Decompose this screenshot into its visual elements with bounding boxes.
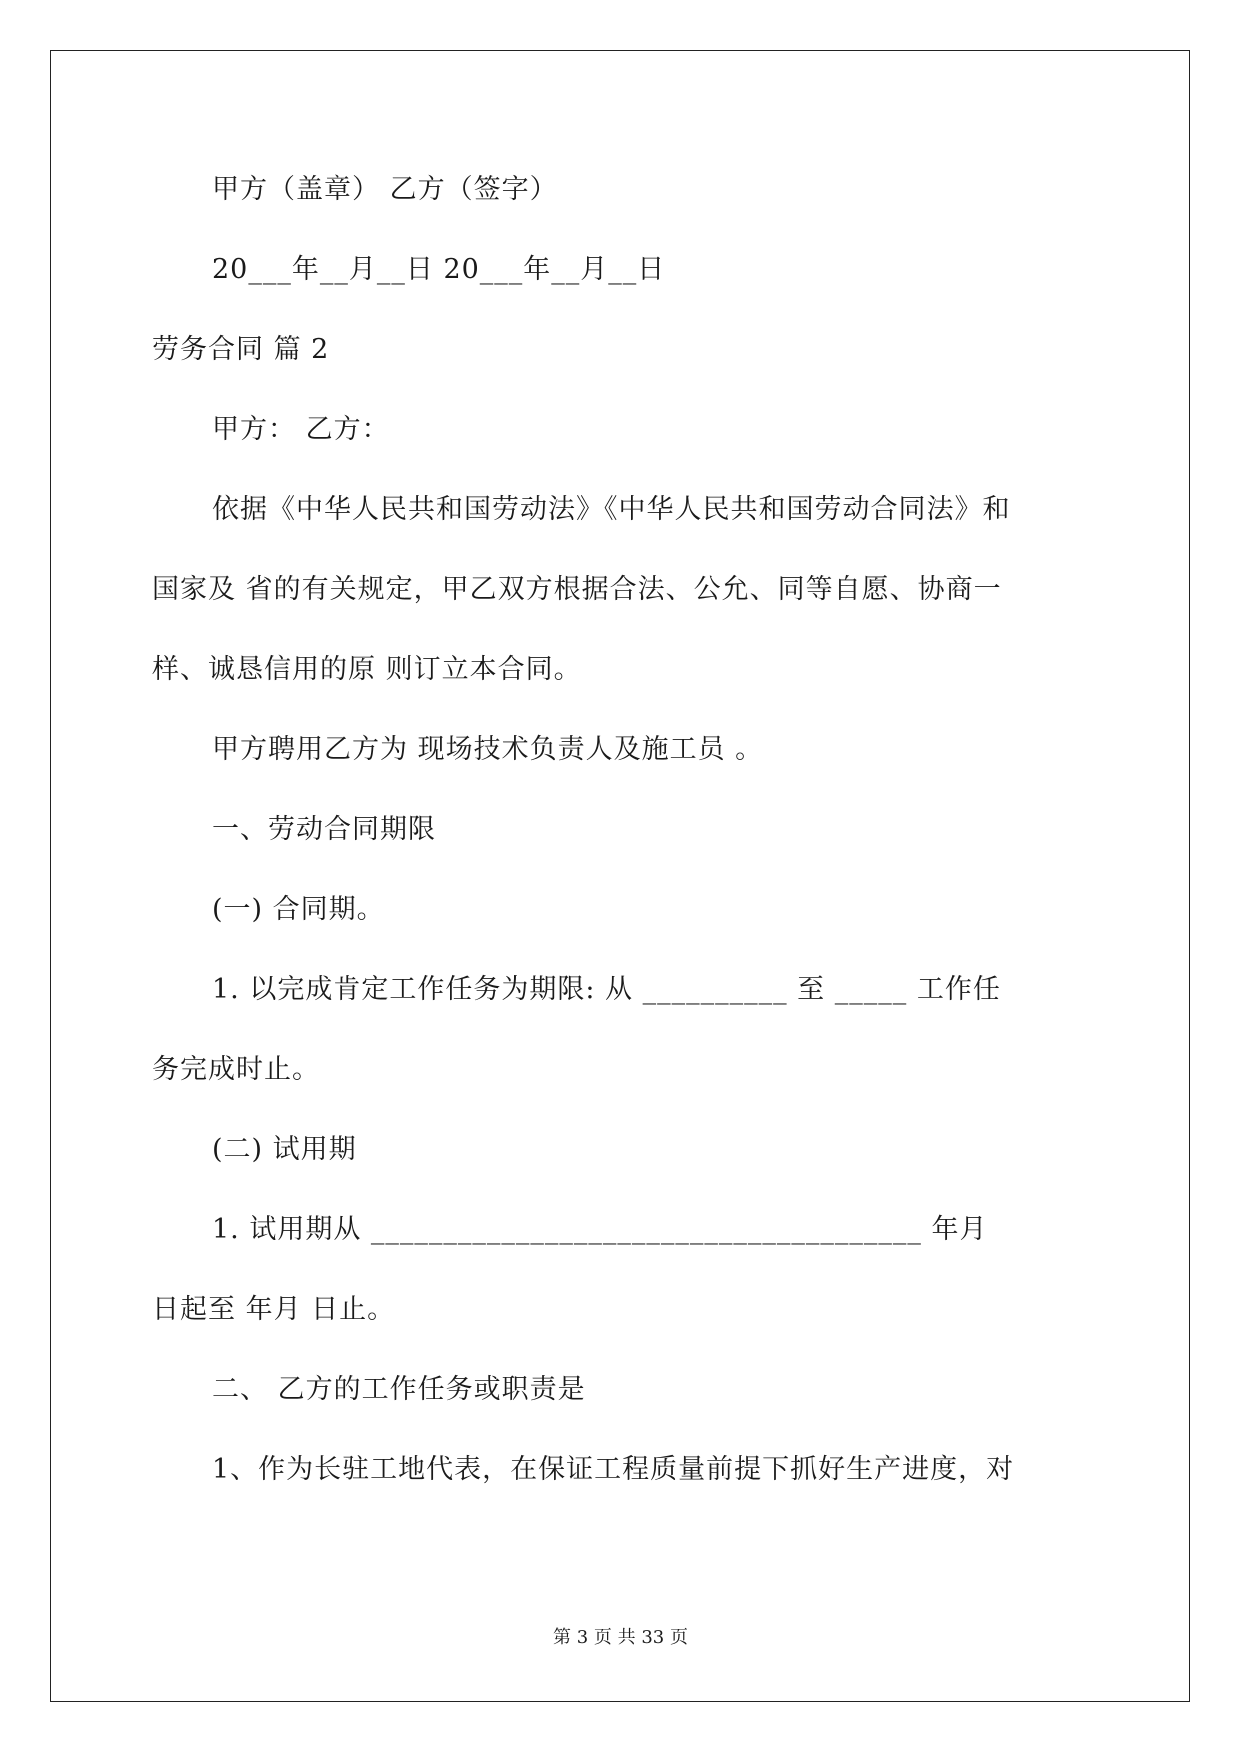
subclause-heading: (一) 合同期。 — [212, 894, 385, 925]
paragraph-line: 1. 试用期从 ______________________________________ 年月 — [212, 1214, 988, 1245]
paragraph-line: 样、诚恳信用的原 则订立本合同。 — [152, 654, 582, 685]
section-heading: 劳务合同 篇 2 — [152, 334, 330, 365]
date-line: 20___年__月__日 20___年__月__日 — [212, 254, 666, 285]
subclause-heading: (二) 试用期 — [212, 1134, 357, 1165]
paragraph-line: 1. 以完成肯定工作任务为期限: 从 __________ 至 _____ 工作任 — [212, 974, 1001, 1005]
signature-line: 甲方（盖章） 乙方（签字） — [212, 174, 558, 205]
paragraph-line: 务完成时止。 — [152, 1054, 320, 1085]
clause-heading: 一、劳动合同期限 — [212, 814, 436, 845]
page-number: 第 3 页 共 33 页 — [553, 1627, 688, 1648]
paragraph-line: 依据《中华人民共和国劳动法》《中华人民共和国劳动合同法》和 — [212, 494, 1011, 525]
paragraph-line: 1、作为长驻工地代表，在保证工程质量前提下抓好生产进度，对 — [212, 1454, 1015, 1485]
paragraph-line: 国家及 省的有关规定，甲乙双方根据合法、公允、同等自愿、协商一 — [152, 574, 1002, 605]
clause-heading: 二、 乙方的工作任务或职责是 — [212, 1374, 586, 1405]
paragraph-line: 甲方聘用乙方为 现场技术负责人及施工员 。 — [212, 734, 764, 765]
paragraph-line: 日起至 年月 日止。 — [152, 1294, 396, 1325]
parties-line: 甲方： 乙方： — [212, 414, 390, 445]
